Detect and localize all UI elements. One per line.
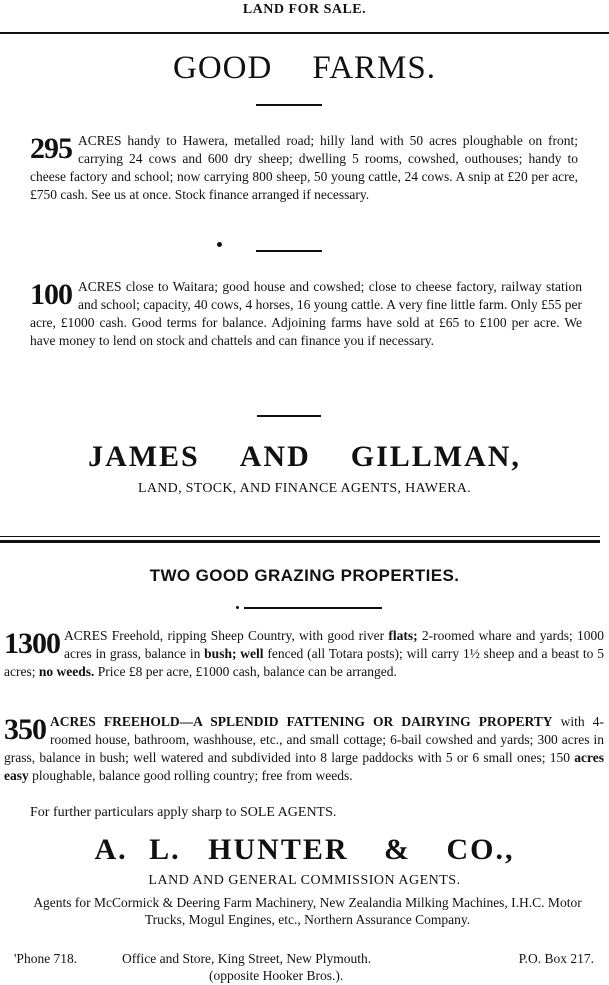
section-heading: LAND FOR SALE.	[242, 2, 367, 17]
listing-text-bold: acres easy	[4, 750, 604, 783]
listing-350-acres	[4, 713, 604, 785]
section-rule	[0, 540, 600, 543]
listing-text-bold: ACRES FREEHOLD—A SPLENDID FATTENING OR DAIRYING PROPERTY	[50, 714, 553, 729]
address-note: (opposite Hooker Bros.).	[209, 968, 344, 983]
further-particulars: For further particulars apply sharp to SOLE AGENTS.	[30, 805, 337, 820]
listing-295-acres	[30, 132, 578, 204]
phone-number: 'Phone 718.	[14, 951, 78, 966]
divider	[257, 415, 321, 417]
firm-word: HUNTER	[208, 833, 349, 866]
listing-text: ploughable, balance good rolling country; free from weeds.	[28, 768, 353, 783]
bullet-dot	[217, 242, 222, 247]
listing-text: ACRES handy to Hawera, metalled road; hilly land with 50 acres ploughable on front; carrying 24 cows and 600 dry sheep; dwelling 5 rooms, cowshed, outhouses; handy to cheese factory and school; now carrying 800 sheep, 50 young cattle, 24 cows. A snip at £20 per acre, £750 cash. See us at once. Stock finance arranged if necessary.	[30, 133, 578, 202]
bullet-dot	[236, 606, 239, 609]
listing-1300-acres	[4, 627, 604, 681]
section-rule	[0, 536, 600, 537]
listing-number: 100	[30, 278, 72, 311]
listing-number: 295	[30, 132, 72, 165]
listing-text: ACRES Freehold, ripping Sheep Country, with good river	[64, 628, 389, 643]
divider	[256, 250, 322, 252]
listing-text: fenced (all Totara posts); will carry 1½ sheep and a beast to 5 acres;	[4, 646, 604, 679]
listing-text-bold: flats;	[388, 628, 418, 643]
po-box: P.O. Box 217.	[518, 951, 594, 966]
title-word-good: GOOD	[172, 50, 273, 86]
listing-text: 2-roomed whare and yards; 1000 acres in grass, balance in	[64, 628, 604, 661]
firm-initial: A.	[94, 833, 128, 866]
listing-text-bold: no weeds.	[38, 664, 95, 679]
agencies-text: Agents for McCormick & Deering Farm Machinery, New Zealandia Milking Machines, I.H.C. Motor Trucks, Mogul Engines, etc., Northern Assurance Company.	[33, 895, 582, 927]
firm-word: CO.,	[446, 833, 515, 866]
firm-word: GILLMAN,	[350, 440, 521, 473]
listing-text: Price £8 per acre, £1000 cash, balance can be arranged.	[94, 664, 397, 679]
advert-title-grazing: TWO GOOD GRAZING PROPERTIES.	[149, 566, 460, 585]
advertiser-description: LAND, STOCK, AND FINANCE AGENTS, HAWERA.	[137, 481, 471, 496]
advertiser-description: LAND AND GENERAL COMMISSION AGENTS.	[148, 873, 461, 888]
listing-text: ACRES close to Waitara; good house and cowshed; close to cheese factory, railway station and school; capacity, 40 cows, 4 horses, 16 young cattle. A very fine little farm. Only £55 per acre, £1000 cash. Good terms for balance. Adjoining farms have sold at £65 to £100 per acre. We have money to lend on stock and chattels and can finance you if necessary.	[30, 279, 582, 348]
advertiser-name	[0, 440, 609, 474]
listing-text-bold: bush; well	[204, 646, 264, 661]
firm-initial: L.	[149, 833, 181, 866]
header-rule	[0, 32, 609, 34]
advert-title-good-farms	[0, 50, 609, 87]
listing-number: 350	[4, 713, 46, 746]
firm-ampersand: &	[384, 833, 412, 866]
listing-text: with 4-roomed house, bathroom, washhouse, etc., and small cottage; 6-bail cowshed and yards; 300 acres in grass, balance in bush; well watered and subdivided into 8 large paddocks with 5 or 6 small ones; 150	[4, 714, 605, 765]
office-address: Office and Store, King Street, New Plymouth.	[122, 951, 372, 966]
advertiser-name-hunter	[0, 833, 609, 867]
divider	[244, 607, 382, 609]
firm-word: AND	[239, 440, 311, 473]
listing-number: 1300	[4, 627, 60, 660]
divider	[256, 104, 322, 106]
title-word-farms: FARMS.	[312, 50, 437, 86]
listing-100-acres	[30, 278, 582, 350]
firm-word: JAMES	[88, 440, 200, 473]
